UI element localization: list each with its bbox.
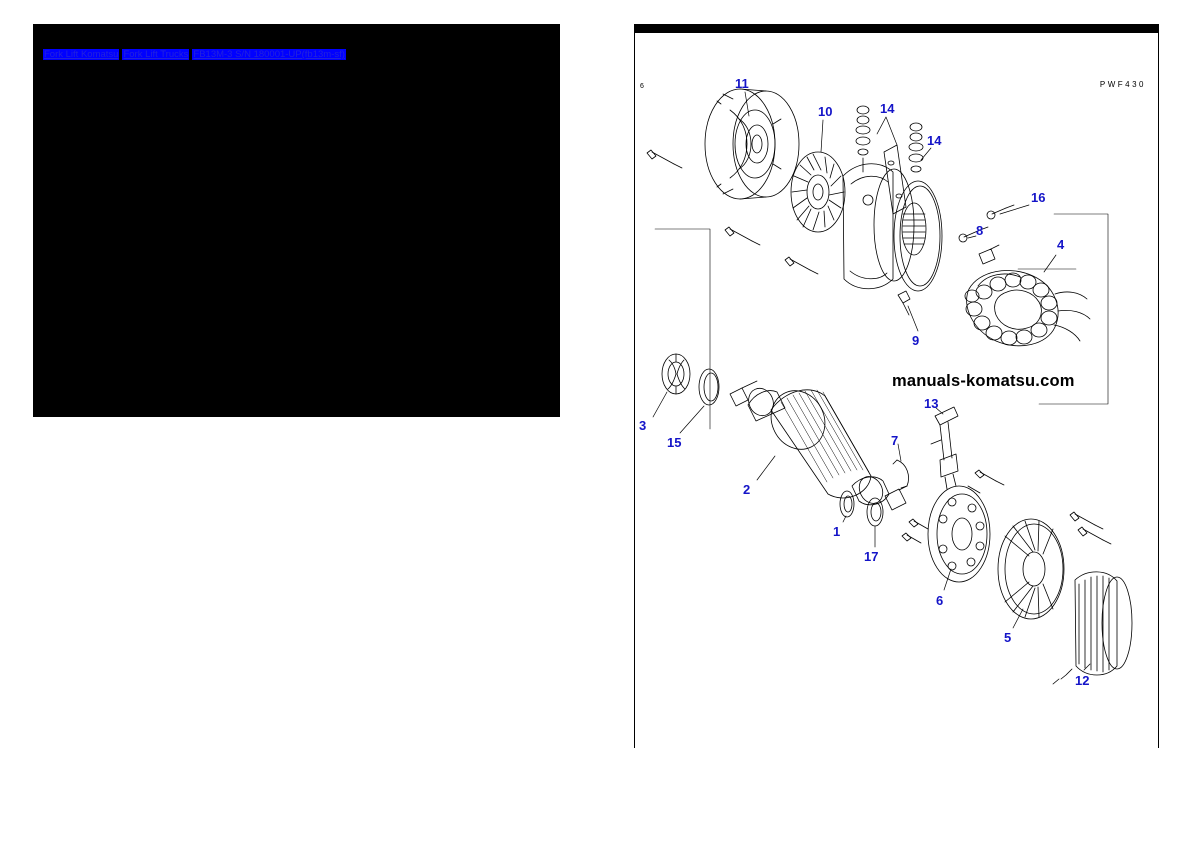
callout-6: 6 xyxy=(936,593,944,608)
part-5-rotor xyxy=(998,519,1064,619)
part-14-nut-washer-stack-right xyxy=(909,123,923,172)
callout-13: 13 xyxy=(924,396,939,411)
fastener-group-upper-left xyxy=(647,150,818,274)
callout-15: 15 xyxy=(667,435,682,450)
callout-1: 1 xyxy=(833,524,841,539)
part-12-end-cover xyxy=(1053,572,1132,684)
part-11-drive-end-housing xyxy=(705,89,799,199)
part-3-ball-bearing xyxy=(662,354,690,394)
part-8-terminal-bolt xyxy=(959,227,988,242)
page-number: 6 xyxy=(640,83,644,90)
part-6-rear-bracket xyxy=(928,486,990,582)
callout-16: 16 xyxy=(1031,190,1046,205)
part-terminal-stud xyxy=(979,245,999,264)
part-10-cooling-fan xyxy=(791,152,845,232)
part-2-armature xyxy=(730,381,907,510)
parts-diagram-panel xyxy=(634,24,1159,748)
breadcrumb-link-1[interactable]: Fork Lift Komatsu xyxy=(44,49,119,60)
breadcrumb-link-3[interactable]: FB13M-3 S/N 180001-UP(fb13m-sf) xyxy=(193,49,345,60)
part-16-terminal-bolt xyxy=(987,205,1014,219)
image-placeholder-panel xyxy=(33,24,560,417)
callout-4: 4 xyxy=(1057,237,1065,252)
watermark-text: manuals-komatsu.com xyxy=(892,372,1075,390)
callout-2: 2 xyxy=(743,482,751,497)
callout-14-b: 14 xyxy=(927,133,942,148)
callout-12: 12 xyxy=(1075,673,1090,688)
part-9-field-coil-ring xyxy=(894,181,942,315)
callout-7: 7 xyxy=(891,433,899,448)
part-terminal-plate xyxy=(884,145,906,214)
callout-11: 11 xyxy=(735,76,749,91)
part-15-thrust-washer xyxy=(699,369,719,405)
part-1-washer xyxy=(840,491,854,517)
part-17-washer xyxy=(867,498,883,526)
sheet-code: PWF430 xyxy=(1099,80,1146,89)
part-13-brush-holder xyxy=(931,407,958,489)
fastener-group-rear xyxy=(902,470,1004,543)
callout-10: 10 xyxy=(818,104,833,119)
breadcrumb xyxy=(43,49,346,61)
part-4-stator xyxy=(965,270,1090,345)
callout-3: 3 xyxy=(639,418,647,433)
callout-14-a: 14 xyxy=(880,101,895,116)
breadcrumb-link-2[interactable]: Fork Lift Trucks xyxy=(123,49,189,60)
part-14-nut-washer-stack-left xyxy=(856,106,870,172)
callout-8: 8 xyxy=(976,223,984,238)
fastener-group-cover xyxy=(1070,512,1111,544)
callout-17: 17 xyxy=(864,549,879,564)
callout-9: 9 xyxy=(912,333,920,348)
part-7-retainer-clip xyxy=(893,460,909,488)
callout-5: 5 xyxy=(1004,630,1012,645)
